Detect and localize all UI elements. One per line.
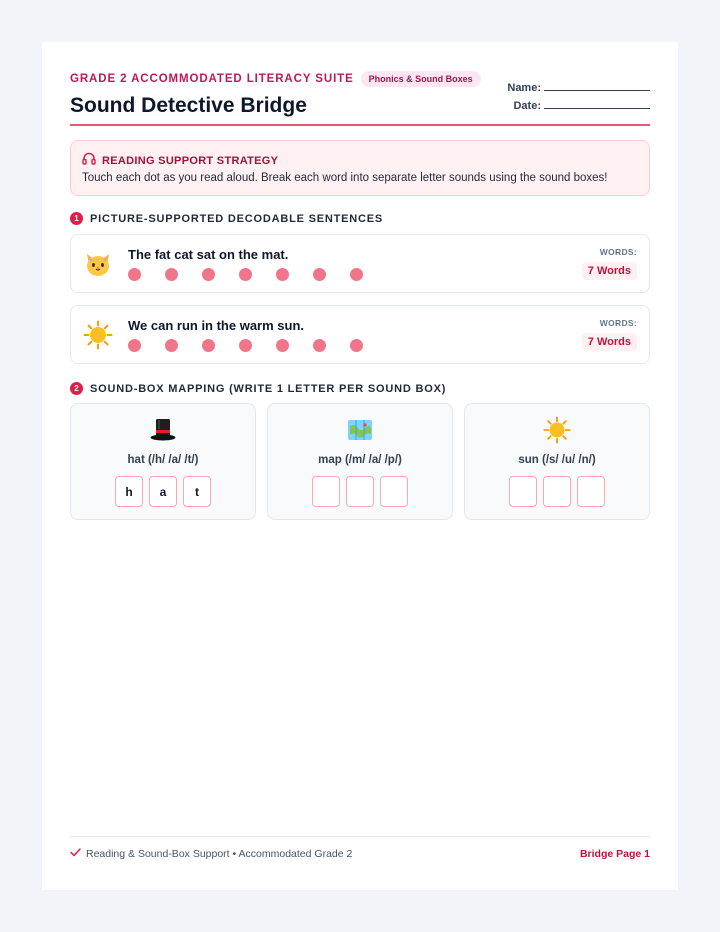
header-divider: [70, 124, 650, 126]
name-field[interactable]: [507, 78, 650, 96]
reading-dots: [128, 339, 387, 352]
sound-box[interactable]: a: [149, 476, 177, 507]
sound-boxes: [268, 476, 452, 507]
reading-dot[interactable]: [239, 339, 252, 352]
strategy-title-row: [82, 152, 278, 170]
word-phonemes: sun (/s/ /u/ /n/): [518, 454, 596, 466]
sound-boxes: [71, 476, 255, 507]
reading-dot[interactable]: [350, 339, 363, 352]
sentence-text: The fat cat sat on the mat.: [128, 247, 289, 262]
strategy-text: Touch each dot as you read aloud. Break each word into separate letter sounds using the sound boxes!: [82, 172, 608, 184]
map-icon: [346, 416, 374, 444]
footer-text: Reading & Sound-Box Support • Accommodated Grade 2: [86, 848, 353, 860]
date-line[interactable]: [544, 96, 650, 109]
sentence-card-1: [70, 234, 650, 293]
sound-box[interactable]: h: [115, 476, 143, 507]
sound-box-card-sun: [464, 403, 650, 520]
footer-divider: [70, 836, 650, 837]
reading-dot[interactable]: [128, 268, 141, 281]
worksheet-content: [70, 42, 650, 890]
reading-dot[interactable]: [202, 268, 215, 281]
word-count-label: WORDS:: [599, 247, 637, 257]
suite-row: [70, 70, 481, 88]
header-fields: [507, 78, 650, 114]
section-1-number: 1: [70, 212, 83, 225]
reading-dot[interactable]: [276, 268, 289, 281]
sound-box[interactable]: t: [183, 476, 211, 507]
word-phonemes: hat (/h/ /a/ /t/): [127, 454, 199, 466]
section-2-number: 2: [70, 382, 83, 395]
section-2-heading: [70, 382, 446, 395]
word-count-value: 7 Words: [582, 262, 637, 280]
name-line[interactable]: [544, 78, 650, 91]
sound-boxes: [465, 476, 649, 507]
sound-box[interactable]: [380, 476, 408, 507]
cat-face-icon: [83, 249, 113, 279]
reading-dot[interactable]: [313, 339, 326, 352]
date-label: Date:: [513, 100, 541, 112]
reading-dot[interactable]: [128, 339, 141, 352]
section-1-title: PICTURE-SUPPORTED DECODABLE SENTENCES: [90, 212, 384, 225]
sound-box[interactable]: [312, 476, 340, 507]
reading-dot[interactable]: [239, 268, 252, 281]
reading-dots: [128, 268, 387, 281]
page-number: Bridge Page 1: [579, 848, 650, 860]
sound-box-cards: [70, 403, 650, 520]
checkmark-icon: [70, 848, 81, 860]
headphones-icon: [82, 152, 96, 170]
sun-icon: [543, 416, 571, 444]
word-phonemes: map (/m/ /a/ /p/): [318, 454, 402, 466]
reading-dot[interactable]: [202, 339, 215, 352]
topic-badge: Phonics & Sound Boxes: [361, 71, 481, 87]
reading-dot[interactable]: [165, 339, 178, 352]
strategy-box: [70, 140, 650, 196]
sentence-card-2: [70, 305, 650, 364]
sound-box[interactable]: [346, 476, 374, 507]
sound-box-card-hat: [70, 403, 256, 520]
sound-box[interactable]: [577, 476, 605, 507]
sound-box[interactable]: [543, 476, 571, 507]
word-count-value: 7 Words: [582, 333, 637, 351]
top-hat-icon: [149, 416, 177, 444]
section-1-heading: [70, 212, 383, 225]
strategy-title: READING SUPPORT STRATEGY: [102, 155, 279, 167]
reading-dot[interactable]: [276, 339, 289, 352]
name-label: Name:: [507, 82, 541, 94]
reading-dot[interactable]: [350, 268, 363, 281]
sentence-text: We can run in the warm sun.: [128, 318, 305, 333]
section-2-title: SOUND-BOX MAPPING (WRITE 1 LETTER PER SOUND BOX): [90, 382, 447, 395]
suite-label: GRADE 2 ACCOMMODATED LITERACY SUITE: [70, 73, 354, 85]
sun-icon: [83, 320, 113, 350]
sound-box-card-map: [267, 403, 453, 520]
footer-left: [70, 848, 352, 860]
reading-dot[interactable]: [313, 268, 326, 281]
word-count-label: WORDS:: [599, 318, 637, 328]
worksheet-page: [42, 42, 678, 890]
reading-dot[interactable]: [165, 268, 178, 281]
sound-box[interactable]: [509, 476, 537, 507]
page-title: Sound Detective Bridge: [70, 94, 307, 117]
date-field[interactable]: [507, 96, 650, 114]
header-left: [70, 70, 481, 118]
